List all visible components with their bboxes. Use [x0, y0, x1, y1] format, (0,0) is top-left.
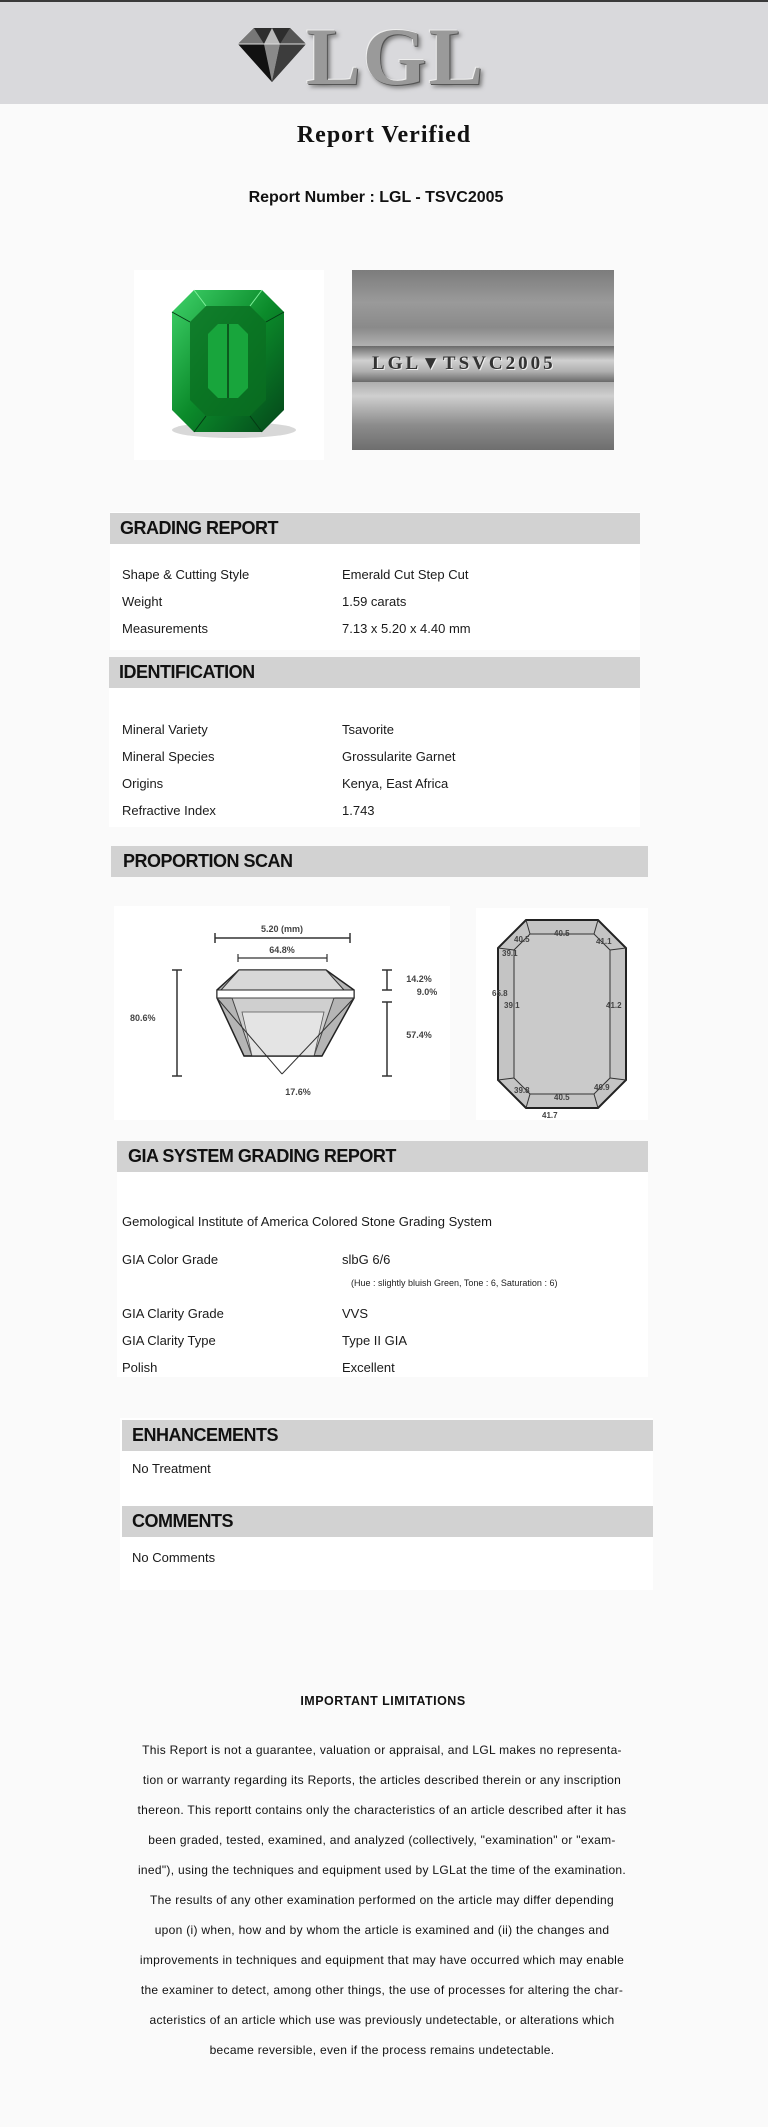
limitations-body	[112, 1735, 652, 2065]
logo-text: LGL	[306, 11, 486, 102]
culet-label: 17.6%	[285, 1087, 311, 1097]
crown-label: 14.2%	[406, 974, 432, 984]
species-value: Grossularite Garnet	[342, 749, 456, 764]
polish-label: Polish	[122, 1360, 158, 1375]
limitations-title: IMPORTANT LIMITATIONS	[300, 1694, 466, 1708]
clarity-grade-label: GIA Clarity Grade	[122, 1306, 224, 1321]
facet-top-center: 40.5	[554, 929, 570, 938]
comments-header: COMMENTS	[122, 1506, 653, 1537]
report-number: Report Number : LGL - TSVC2005	[248, 189, 504, 206]
gia-grading-header: GIA SYSTEM GRADING REPORT	[117, 1141, 648, 1172]
grading-report-header: GRADING REPORT	[110, 513, 640, 544]
proportion-top-diagram	[476, 908, 648, 1120]
laser-inscription-photo	[352, 270, 614, 450]
limitations-line: acteristics of an article which use was previously undetectable, or alterations which	[149, 2013, 615, 2027]
facet-top-left: 40.5	[514, 935, 530, 944]
header-banner	[0, 2, 768, 104]
gemstone-photo	[134, 270, 324, 460]
polish-value: Excellent	[342, 1360, 395, 1375]
limitations-line: tion or warranty regarding its Reports, the articles described therein or any inscription	[142, 1773, 622, 1787]
comments-value: No Comments	[132, 1550, 216, 1565]
shape-label: Shape & Cutting Style	[122, 567, 250, 582]
diamond-icon	[234, 22, 310, 86]
girdle-label: 9.0%	[416, 987, 438, 997]
limitations-line: been graded, tested, examined, and analyzed (collectively, "examination" or "exam-	[148, 1833, 616, 1847]
facet-upper-left: 39.1	[502, 949, 518, 958]
lgl-logo[interactable]	[234, 11, 494, 102]
width-label: 5.20 (mm)	[260, 924, 304, 934]
shape-value: Emerald Cut Step Cut	[342, 567, 469, 582]
limitations-line: the examiner to detect, among other things, the use of processes for altering the char-	[140, 1983, 624, 1997]
facet-right: 41.2	[606, 1001, 622, 1010]
page-title: Report Verified	[296, 122, 472, 148]
facet-bottom-right: 40.9	[594, 1083, 610, 1092]
limitations-line: ined"), using the techniques and equipment used by LGLat the time of the examination.	[137, 1863, 627, 1877]
origins-value: Kenya, East Africa	[342, 776, 449, 791]
gia-color-note: (Hue : slightly bluish Green, Tone : 6, Saturation : 6)	[351, 1278, 558, 1288]
limitations-line: This Report is not a guarantee, valuation or appraisal, and LGL makes no representa-	[142, 1743, 622, 1757]
refractive-index-value: 1.743	[342, 803, 375, 818]
limitations-line: upon (i) when, how and by whom the article is examined and (ii) the changes and	[154, 1923, 610, 1937]
proportion-side-diagram	[114, 906, 450, 1120]
limitations-line: thereon. This reportt contains only the characteristics of an article described after it has	[137, 1803, 627, 1817]
table-label: 64.8%	[269, 945, 295, 955]
variety-value: Tsavorite	[342, 722, 395, 737]
pavilion-label: 57.4%	[406, 1030, 432, 1040]
gia-color-label: GIA Color Grade	[122, 1252, 219, 1267]
measurements-value: 7.13 x 5.20 x 4.40 mm	[342, 621, 471, 636]
facet-top-right: 41.1	[596, 937, 612, 946]
variety-label: Mineral Variety	[122, 722, 208, 737]
clarity-type-label: GIA Clarity Type	[122, 1333, 216, 1348]
clarity-grade-value: VVS	[342, 1306, 369, 1321]
weight-label: Weight	[122, 594, 163, 609]
clarity-type-value: Type II GIA	[342, 1333, 408, 1348]
proportion-scan-header: PROPORTION SCAN	[111, 846, 648, 877]
facet-bottom-center: 40.5	[554, 1093, 570, 1102]
enhancements-header: ENHANCEMENTS	[122, 1420, 653, 1451]
origins-label: Origins	[122, 776, 164, 791]
total-depth-label: 80.6%	[130, 1013, 156, 1023]
facet-bottom-left: 39.8	[514, 1086, 530, 1095]
enhancements-value: No Treatment	[132, 1461, 211, 1476]
facet-left-b: 39.1	[504, 1001, 520, 1010]
gia-subtitle: Gemological Institute of America Colored Stone Grading System	[122, 1214, 492, 1229]
measurements-label: Measurements	[122, 621, 208, 636]
gia-color-value: slbG 6/6	[342, 1252, 391, 1267]
limitations-line: became reversible, even if the process remains undetectable.	[209, 2043, 555, 2057]
identification-header: IDENTIFICATION	[109, 657, 640, 688]
facet-left-a: 65.8	[492, 989, 508, 998]
limitations-line: improvements in techniques and equipment that may have occurred which may enable	[139, 1953, 625, 1967]
weight-value: 1.59 carats	[342, 594, 407, 609]
inscription-text: LGL▼TSVC2005	[372, 353, 556, 374]
species-label: Mineral Species	[122, 749, 215, 764]
refractive-index-label: Refractive Index	[122, 803, 216, 818]
facet-bottom-low: 41.7	[542, 1111, 558, 1120]
limitations-line: The results of any other examination performed on the article may differ depending	[150, 1893, 614, 1907]
